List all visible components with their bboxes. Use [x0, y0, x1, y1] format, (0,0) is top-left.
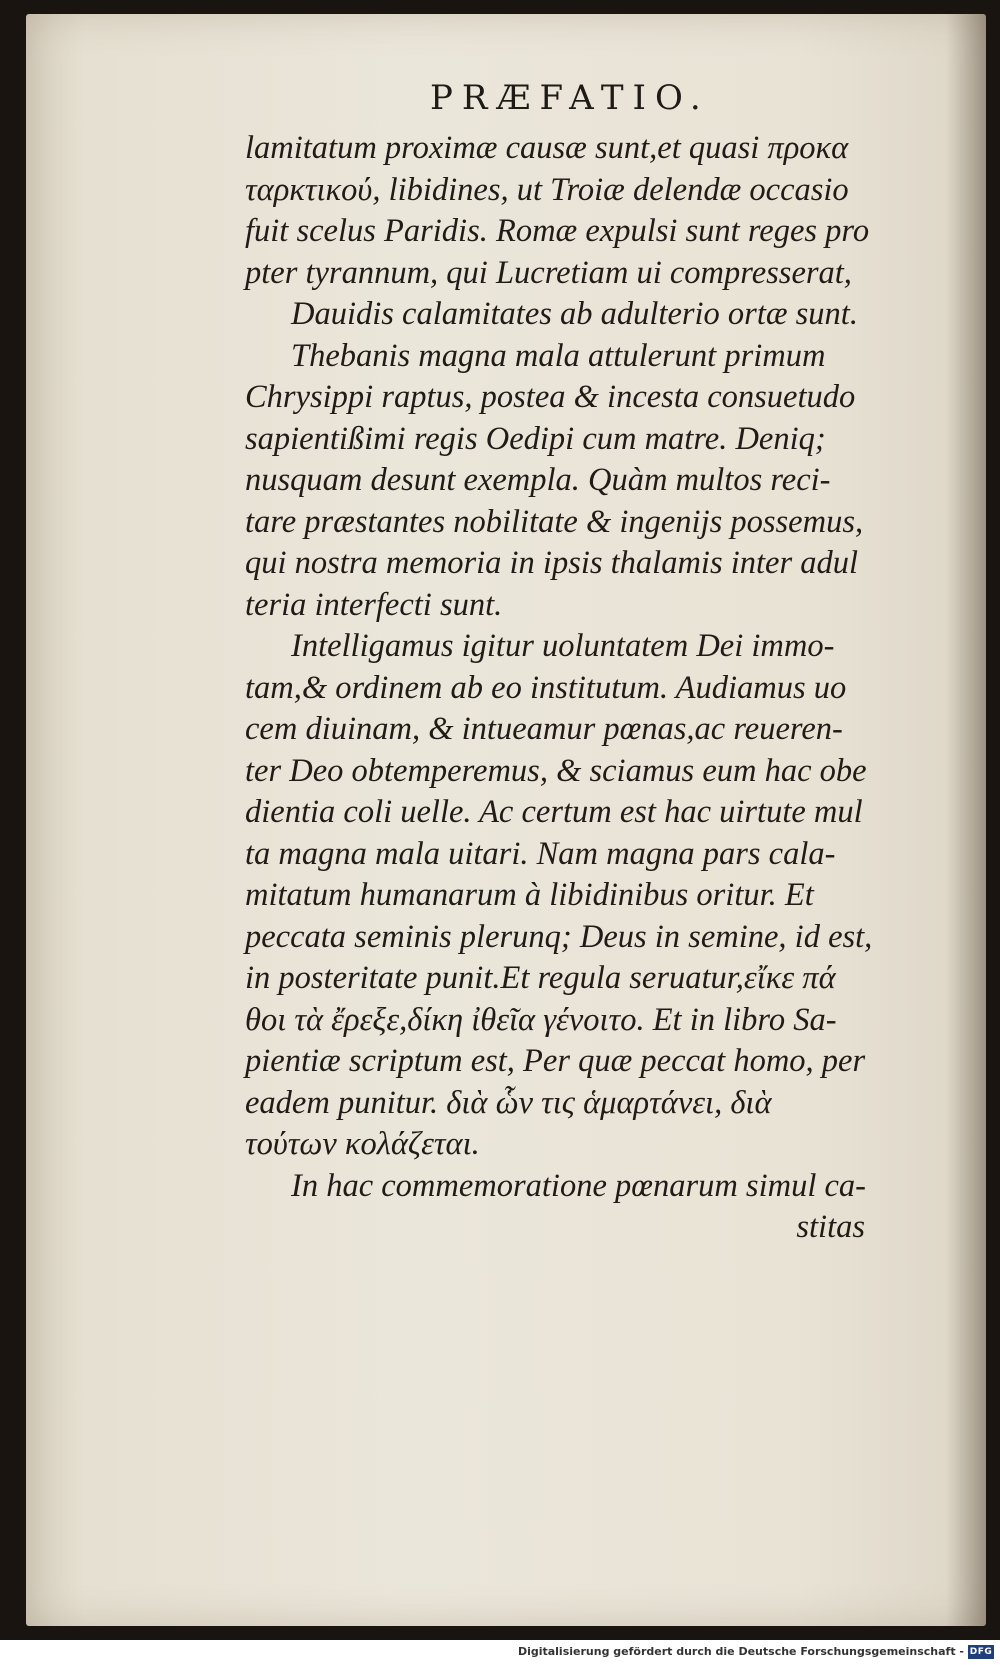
- text-line: ta magna mala uitari. Nam magna pars cala-: [245, 835, 836, 872]
- text-line: Intelligamus igitur uoluntatem Dei immo-: [291, 628, 835, 664]
- text-line: dientia coli uelle. Ac certum est hac uirtute mul: [245, 794, 863, 830]
- text-line: ταρκτικού, libidines, ut Troiæ delendæ occasio: [245, 171, 849, 208]
- running-head: PRÆFATIO.: [430, 78, 710, 118]
- text-line: fuit scelus Paridis. Romæ expulsi sunt reges pro: [245, 213, 870, 249]
- text-line: τούτων κολάζεται.: [245, 1126, 480, 1162]
- dfg-logo[interactable]: DFG: [969, 1647, 993, 1657]
- text-line: pter tyrannum, qui Lucretiam ui compresserat,: [245, 254, 852, 291]
- footer-bar: [0, 1642, 1000, 1665]
- text-line: mitatum humanarum à libidinibus oritur. Et: [245, 877, 814, 913]
- text-line: eadem punitur. διὰ ὧν τις ἁμαρτάνει, διὰ: [245, 1084, 772, 1121]
- text-line: Thebanis magna mala attulerunt primum: [291, 337, 826, 374]
- text-line: Dauidis calamitates ab adulterio ortæ sunt.: [291, 296, 858, 332]
- text-line: tam,& ordinem ab eo institutum. Audiamus uo: [245, 669, 847, 706]
- text-line: ter Deo obtemperemus, & sciamus eum hac obe: [245, 752, 867, 789]
- footer-credit: Digitalisierung gefördert durch die Deutsche Forschungsgemeinschaft -: [517, 1645, 964, 1658]
- text-line: qui nostra memoria in ipsis thalamis inter adul: [245, 545, 859, 581]
- text-line: lamitatum proximæ causæ sunt,et quasi προκα: [245, 130, 849, 166]
- gutter-shadow: [946, 14, 986, 1626]
- body-text: [245, 128, 915, 1249]
- text-line: Chrysippi raptus, postea & incesta consuetudo: [245, 379, 856, 415]
- text-line: In hac commemoratione pœnarum simul ca-: [291, 1167, 866, 1204]
- text-line: cem diuinam, & intueamur pœnas,ac reueren-: [245, 711, 843, 747]
- text-line: tare præstantes nobilitate & ingenijs possemus,: [245, 503, 864, 540]
- text-line: peccata seminis plerunq; Deus in semine, id est,: [245, 918, 873, 955]
- text-line: in posteritate punit.Et regula seruatur,εἴκε πά: [245, 960, 836, 996]
- text-line: θοι τὰ ἔρεξε,δίκη ἰθεῖα γένοιτο. Et in libro Sa-: [245, 1001, 837, 1038]
- text-line: stitas: [796, 1209, 865, 1245]
- text-line: nusquam desunt exempla. Quàm multos reci-: [245, 462, 831, 498]
- text-line: pientiæ scriptum est, Per quæ peccat homo, per: [245, 1043, 866, 1079]
- text-line: teria interfecti sunt.: [245, 586, 503, 623]
- text-line: sapientißimi regis Oedipi cum matre. Deniq;: [245, 420, 826, 457]
